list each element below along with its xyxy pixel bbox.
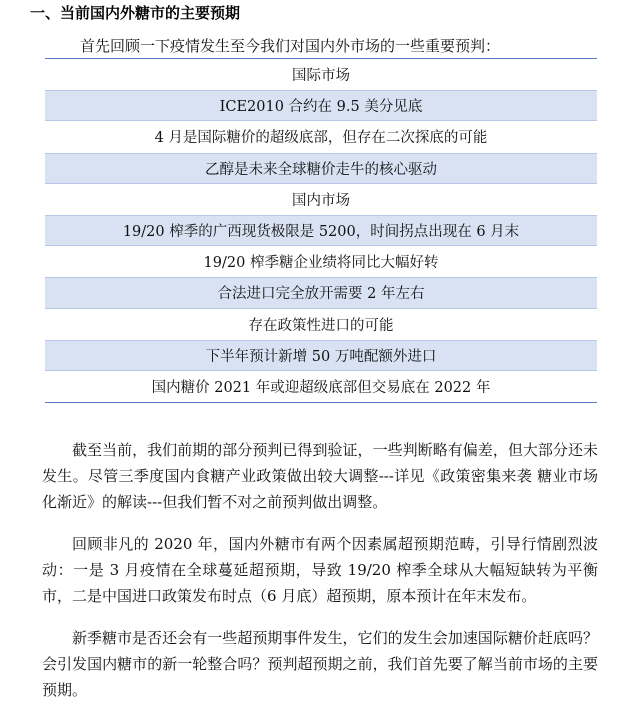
table-row: 下半年预计新增 50 万吨配额外进口 [45, 340, 597, 371]
table-row: 19/20 榨季糖企业绩将同比大幅好转 [203, 255, 439, 272]
table-row: 国内糖价 2021 年或迎超级底部但交易底在 2022 年 [151, 379, 491, 396]
paragraph-review-2020: 回顾非凡的 2020 年，国内外糖市有两个因素属超预期范畴，引导行情剧烈波动：一是 3 月疫情在全球蔓延超预期，导致 19/20 榨季全球从大幅短缺转为平衡市，二是中国进口政策发布时点（6 月底）超预期，原本预计在年末发布。 [42, 535, 598, 605]
paragraph-new-season: 新季糖市是否还会有一些超预期事件发生，它们的发生会加速国际糖价赶底吗？会引发国内糖市的新一轮整合吗？预判超预期之前，我们首先要了解当前市场的主要预期。 [42, 629, 598, 699]
section-heading: 一、当前国内外糖市的主要预期 [30, 4, 241, 22]
table-row: 19/20 榨季的广西现货极限是 5200，时间拐点出现在 6 月末 [45, 215, 597, 246]
table-row: 合法进口完全放开需要 2 年左右 [45, 277, 597, 308]
table-row: 国际市场 [292, 68, 350, 85]
table-row: 乙醇是未来全球糖价走牛的核心驱动 [45, 153, 597, 184]
table-row: ICE2010 合约在 9.5 美分见底 [45, 90, 597, 121]
table-row: 存在政策性进口的可能 [248, 317, 394, 334]
expectations-table [45, 58, 597, 403]
paragraph-validation: 截至当前，我们前期的部分预判已得到验证，一些判断略有偏差，但大部分还未发生。尽管三季度国内食糖产业政策做出较大调整---详见《政策密集来袭 糖业市场化渐近》的解读---但我们暂不对之前预判做出调整。 [42, 441, 598, 511]
table-row: 4 月是国际糖价的超级底部，但存在二次探底的可能 [154, 130, 488, 147]
table-row: 国内市场 [292, 192, 350, 209]
intro-text: 首先回顾一下疫情发生至今我们对国内外市场的一些重要预判： [80, 37, 501, 55]
